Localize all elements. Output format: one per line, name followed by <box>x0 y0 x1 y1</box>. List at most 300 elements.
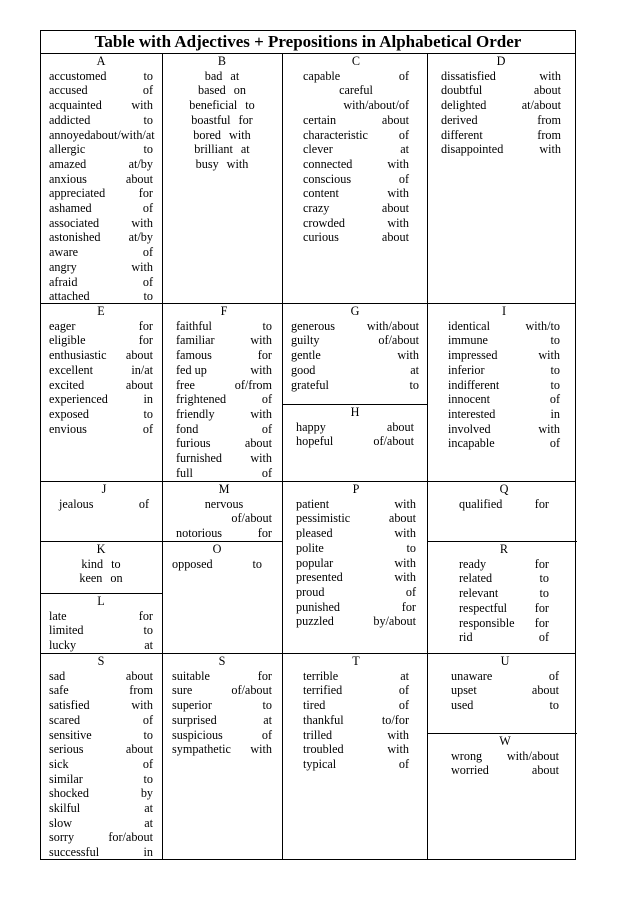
entry-row <box>459 616 549 631</box>
preposition: to <box>143 771 153 786</box>
adjective: hopeful <box>296 434 334 449</box>
preposition: at <box>144 815 153 830</box>
preposition: of <box>142 83 153 98</box>
adjective: bored <box>193 127 222 142</box>
entry-row <box>49 333 153 348</box>
adjective: unaware <box>451 668 493 683</box>
preposition: of <box>548 668 559 683</box>
adjective: rid <box>459 630 473 645</box>
section-letter: B <box>217 54 227 68</box>
preposition: for <box>534 600 549 615</box>
adjective: scared <box>49 712 81 727</box>
adjective: pleased <box>296 526 333 541</box>
adjective: jealous <box>59 496 94 511</box>
preposition: about <box>388 511 416 526</box>
preposition: to <box>252 556 262 571</box>
preposition: with <box>538 348 560 363</box>
preposition: to/for <box>381 712 409 727</box>
entry-row <box>303 69 409 84</box>
adjective: happy <box>296 419 326 434</box>
preposition: of <box>398 756 409 771</box>
entry-row <box>296 511 416 526</box>
adjective: suitable <box>172 668 210 683</box>
preposition: for <box>534 496 549 511</box>
preposition: for <box>238 112 253 127</box>
preposition: with <box>250 742 272 757</box>
section-q <box>459 482 549 511</box>
adjective: familiar <box>176 333 215 348</box>
adjective: inferior <box>448 362 485 377</box>
preposition: at <box>144 801 153 816</box>
column-divider <box>162 53 163 859</box>
adjective: envious <box>49 421 87 436</box>
adjective: worried <box>451 763 489 778</box>
entry-row <box>49 216 153 231</box>
adjective: terrified <box>303 683 343 698</box>
preposition: from <box>537 112 561 127</box>
preposition: with <box>250 362 272 377</box>
adjective: famous <box>176 348 212 363</box>
entry-row <box>303 157 409 172</box>
adjective: eager <box>49 318 76 333</box>
adjective: clever <box>303 142 333 157</box>
preposition: about <box>381 230 409 245</box>
entry-row <box>451 669 559 684</box>
preposition: to <box>143 68 153 83</box>
preposition: of/about <box>373 434 414 449</box>
preposition: at <box>400 142 409 157</box>
adjective: certain <box>303 112 337 127</box>
adjective: eligible <box>49 333 86 348</box>
adjective: successful <box>49 845 100 860</box>
entry-row <box>296 526 416 541</box>
adjective: typical <box>303 756 337 771</box>
preposition: for <box>257 526 272 541</box>
section-d <box>441 54 561 157</box>
entry-row <box>459 497 549 512</box>
preposition: to <box>143 406 153 421</box>
entry-row <box>296 497 416 512</box>
preposition: to <box>111 556 121 571</box>
adjective: crowded <box>303 215 345 230</box>
entry-row <box>448 422 560 437</box>
entry-row <box>172 157 272 172</box>
preposition: to <box>245 98 255 113</box>
entry-row <box>49 172 153 187</box>
adjective: brilliant <box>194 142 233 157</box>
entry-row <box>448 378 560 393</box>
section-s-2 <box>172 654 272 757</box>
preposition: in <box>143 845 153 860</box>
column-divider <box>427 53 428 859</box>
entry-row <box>451 698 559 713</box>
entry-row <box>172 713 272 728</box>
preposition: with <box>131 98 153 113</box>
entry-row <box>49 289 153 304</box>
adjective: late <box>49 608 67 623</box>
adjective: delighted <box>441 98 487 113</box>
preposition: of <box>142 756 153 771</box>
adjective: dissatisfied <box>441 68 496 83</box>
entry-row <box>49 363 153 378</box>
preposition: to <box>409 377 419 392</box>
preposition: about <box>125 377 153 392</box>
entry-row <box>49 230 153 245</box>
preposition: about <box>125 742 153 757</box>
adjective: disappointed <box>441 142 504 157</box>
entry-row <box>49 422 153 437</box>
adjective: allergic <box>49 142 86 157</box>
adjective-preposition-table <box>40 30 576 860</box>
preposition: at/about <box>521 98 561 113</box>
preposition: with <box>226 156 249 171</box>
entry-row <box>296 420 414 435</box>
adjective: attached <box>49 289 90 304</box>
adjective: boastful <box>191 112 231 127</box>
adjective: conscious <box>303 171 352 186</box>
preposition: by <box>140 786 153 801</box>
adjective: thankful <box>303 712 344 727</box>
entry-row <box>176 348 272 363</box>
adjective: notorious <box>176 526 223 541</box>
entry-row <box>49 772 153 787</box>
adjective: relevant <box>459 586 499 601</box>
section-letter: F <box>220 304 228 318</box>
preposition: with <box>229 127 251 142</box>
adjective: enthusiastic <box>49 348 107 363</box>
adjective: indifferent <box>448 377 500 392</box>
section-letter: T <box>352 654 360 668</box>
preposition: with <box>539 68 561 83</box>
preposition: to <box>143 112 153 127</box>
entry-row <box>49 845 153 860</box>
preposition: with <box>131 698 153 713</box>
preposition: to <box>550 333 560 348</box>
entry-row <box>49 557 153 572</box>
adjective: grateful <box>291 377 329 392</box>
entry-row <box>172 742 272 757</box>
preposition: to <box>550 377 560 392</box>
section-letter: A <box>96 54 106 68</box>
preposition: with <box>539 142 561 157</box>
adjective: sick <box>49 756 69 771</box>
adjective: serious <box>49 742 84 757</box>
adjective: sad <box>49 668 66 683</box>
entry-row <box>172 142 272 157</box>
adjective: doubtful <box>441 83 483 98</box>
adjective: accused <box>49 83 88 98</box>
preposition: by/about <box>373 614 416 629</box>
adjective: frightened <box>176 392 227 407</box>
preposition: in/at <box>131 362 153 377</box>
entry-row <box>441 113 561 128</box>
adjective: aware <box>49 245 79 260</box>
preposition: to <box>406 540 416 555</box>
adjective: anxious <box>49 171 87 186</box>
entry-row <box>49 201 153 216</box>
entry-row <box>172 69 272 84</box>
preposition: about <box>386 419 414 434</box>
preposition: with/about <box>506 748 559 763</box>
preposition: about <box>533 83 561 98</box>
adjective: tired <box>303 698 326 713</box>
section-letter: I <box>501 304 507 318</box>
entry-row <box>448 436 560 451</box>
section-s-1 <box>49 654 153 860</box>
adjective: punished <box>296 599 341 614</box>
section-letter: J <box>101 482 107 496</box>
adjective: derived <box>441 112 478 127</box>
entry-row <box>172 557 262 572</box>
section-letter: C <box>351 54 361 68</box>
adjective: opposed <box>172 556 213 571</box>
adjective: addicted <box>49 112 91 127</box>
preposition: for <box>257 668 272 683</box>
entry-row <box>303 98 409 113</box>
adjective: slow <box>49 815 73 830</box>
entry-row <box>176 319 272 334</box>
section-letter: G <box>350 304 360 318</box>
section-letter: W <box>499 734 511 748</box>
entry-row <box>451 683 559 698</box>
adjective: sympathetic <box>172 742 231 757</box>
entry-row <box>49 392 153 407</box>
adjective: experienced <box>49 392 108 407</box>
entry-row <box>459 586 549 601</box>
entry-row <box>49 157 153 172</box>
adjective: trilled <box>303 727 333 742</box>
preposition: of/from <box>234 377 272 392</box>
section-letter: P <box>352 482 360 496</box>
preposition: about <box>381 201 409 216</box>
preposition: with <box>250 406 272 421</box>
entry-row <box>49 348 153 363</box>
preposition: of <box>142 712 153 727</box>
section-w <box>451 734 559 778</box>
preposition: in <box>550 406 560 421</box>
adjective: terrible <box>303 668 339 683</box>
preposition: of/about <box>231 683 272 698</box>
entry-row <box>448 363 560 378</box>
preposition: at/by <box>128 156 153 171</box>
preposition: with <box>397 348 419 363</box>
preposition: of <box>142 201 153 216</box>
preposition: to <box>143 289 153 304</box>
entry-row <box>448 407 560 422</box>
preposition: for <box>138 186 153 201</box>
adjective: shocked <box>49 786 89 801</box>
entry-row <box>296 614 416 629</box>
adjective: incapable <box>448 436 495 451</box>
preposition: about <box>125 668 153 683</box>
entry-row <box>441 128 561 143</box>
adjective: accustomed <box>49 68 107 83</box>
entry-row <box>291 378 419 393</box>
entry-row <box>59 497 149 512</box>
entry-row <box>303 698 409 713</box>
entry-row <box>49 757 153 772</box>
adjective: pessimistic <box>296 511 351 526</box>
entry-row <box>459 571 549 586</box>
entry-row <box>303 230 409 245</box>
section-letter: S <box>97 654 105 668</box>
entry-row <box>459 557 549 572</box>
entry-row <box>172 683 272 698</box>
preposition: for <box>138 608 153 623</box>
entry-row <box>441 69 561 84</box>
adjective: kind <box>81 556 104 571</box>
section-letter: M <box>218 482 230 496</box>
preposition: with <box>250 333 272 348</box>
entry-row <box>296 541 416 556</box>
adjective: similar <box>49 771 83 786</box>
entry-row <box>448 333 560 348</box>
adjective: identical <box>448 318 490 333</box>
preposition: with <box>131 215 153 230</box>
preposition: of <box>538 630 549 645</box>
adjective: friendly <box>176 406 215 421</box>
adjective: popular <box>296 555 334 570</box>
adjective: wrong <box>451 748 483 763</box>
preposition: to <box>539 571 549 586</box>
preposition: with/about <box>366 318 419 333</box>
adjective: amazed <box>49 156 87 171</box>
section-letter: U <box>500 654 510 668</box>
entry-row <box>303 172 409 187</box>
entry-row <box>49 830 153 845</box>
preposition: with <box>250 451 272 466</box>
adjective: used <box>451 698 474 713</box>
adjective: sure <box>172 683 193 698</box>
preposition: of <box>261 421 272 436</box>
preposition: of <box>398 698 409 713</box>
entry-row <box>451 749 559 764</box>
adjective: connected <box>303 156 353 171</box>
preposition: of/about <box>231 511 272 526</box>
section-e <box>49 304 153 436</box>
adjective: careful <box>339 83 373 98</box>
entry-row <box>176 436 272 451</box>
adjective: ready <box>459 556 487 571</box>
preposition: of <box>142 421 153 436</box>
preposition: about <box>531 763 559 778</box>
adjective: sorry <box>49 830 75 845</box>
entry-row <box>49 623 153 638</box>
entry-row <box>448 319 560 334</box>
adjective: fond <box>176 421 199 436</box>
adjective: excited <box>49 377 85 392</box>
entry-row <box>176 466 272 481</box>
entry-row <box>49 698 153 713</box>
preposition: of <box>405 584 416 599</box>
entry-row <box>49 186 153 201</box>
adjective: skilful <box>49 801 81 816</box>
adjective: associated <box>49 215 100 230</box>
section-b <box>172 54 272 172</box>
section-t <box>303 654 409 772</box>
section-letter: E <box>97 304 105 318</box>
adjective: faithful <box>176 318 212 333</box>
adjective: lucky <box>49 638 77 653</box>
adjective: qualified <box>459 496 503 511</box>
entry-row <box>49 69 153 84</box>
adjective: curious <box>303 230 339 245</box>
entry-row <box>49 713 153 728</box>
preposition: of <box>142 245 153 260</box>
adjective: furious <box>176 436 211 451</box>
entry-row <box>441 83 561 98</box>
section-letter: L <box>97 594 105 608</box>
adjective: keen <box>79 571 103 586</box>
adjective: impressed <box>448 348 498 363</box>
entry-row <box>176 511 272 526</box>
entry-row <box>49 638 153 653</box>
entry-row <box>176 363 272 378</box>
adjective: astonished <box>49 230 101 245</box>
adjective: respectful <box>459 600 508 615</box>
preposition: from <box>537 127 561 142</box>
entry-row <box>441 98 561 113</box>
section-o <box>172 542 262 571</box>
preposition: of <box>398 683 409 698</box>
section-j <box>59 482 149 511</box>
entry-row <box>451 763 559 778</box>
entry-row <box>303 713 409 728</box>
adjective: based <box>198 83 226 98</box>
adjective: bad <box>204 68 223 83</box>
preposition: about <box>381 112 409 127</box>
adjective: surprised <box>172 712 217 727</box>
adjective: full <box>176 465 193 480</box>
section-u <box>451 654 559 713</box>
adjective: free <box>176 377 195 392</box>
entry-row <box>441 142 561 157</box>
preposition: of <box>398 171 409 186</box>
adjective: innocent <box>448 392 490 407</box>
preposition: of <box>398 127 409 142</box>
preposition: of <box>261 727 272 742</box>
preposition: at <box>144 638 153 653</box>
entry-row <box>291 363 419 378</box>
section-letter: R <box>499 542 509 556</box>
preposition: at <box>410 362 419 377</box>
adjective: afraid <box>49 274 78 289</box>
preposition: with <box>538 421 560 436</box>
preposition: of <box>549 436 560 451</box>
preposition: on <box>233 83 246 98</box>
entry-row <box>172 698 272 713</box>
adjective: gentle <box>291 348 321 363</box>
preposition: with <box>394 526 416 541</box>
entry-row <box>172 128 272 143</box>
entry-row <box>448 392 560 407</box>
preposition: about/with/at <box>90 127 155 142</box>
entry-row <box>49 260 153 275</box>
section-letter: D <box>496 54 506 68</box>
entry-row <box>303 186 409 201</box>
adjective: patient <box>296 496 330 511</box>
section-letter: O <box>212 542 222 556</box>
adjective: sensitive <box>49 727 92 742</box>
preposition: with <box>387 727 409 742</box>
preposition: about <box>125 348 153 363</box>
preposition: about <box>531 683 559 698</box>
entry-row <box>303 113 409 128</box>
adjective: generous <box>291 318 335 333</box>
adjective: ashamed <box>49 201 92 216</box>
adjective: appreciated <box>49 186 106 201</box>
adjective: characteristic <box>303 127 368 142</box>
